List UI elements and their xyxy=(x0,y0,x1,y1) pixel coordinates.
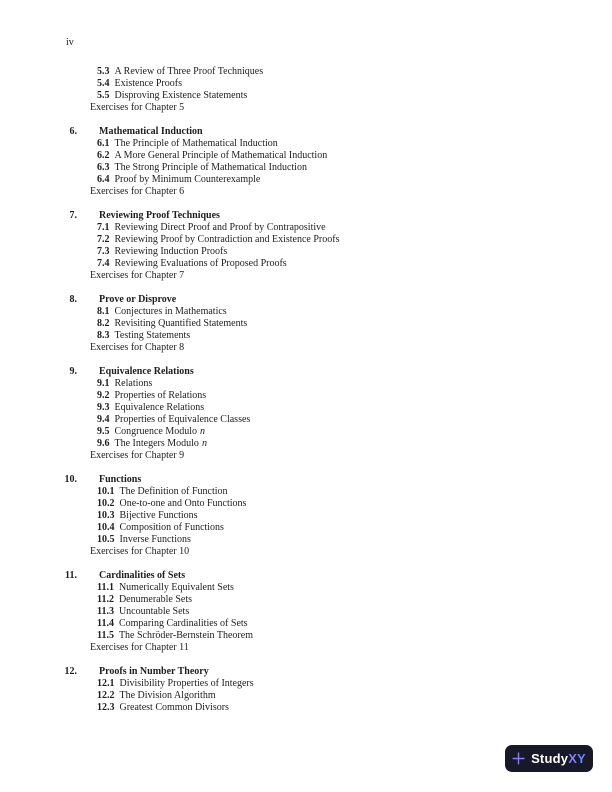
toc-section-entry xyxy=(0,138,612,150)
math-variable: n xyxy=(200,426,205,437)
section-number: 11.4 xyxy=(97,618,114,629)
section-number: 7.1 xyxy=(97,222,110,233)
brand-study-text: Study xyxy=(531,751,569,766)
chapter-heading-row xyxy=(0,570,612,582)
toc-section-entry xyxy=(0,150,612,162)
section-number: 10.5 xyxy=(97,534,115,545)
toc-section-entry xyxy=(0,702,612,714)
section-title: Composition of Functions xyxy=(119,522,224,533)
section-title: The Principle of Mathematical Induction xyxy=(114,138,278,149)
section-number: 8.1 xyxy=(97,306,110,317)
section-title: The Integers Modulo xyxy=(114,438,199,449)
section-title: The Definition of Function xyxy=(119,486,228,497)
section-number: 7.3 xyxy=(97,246,110,257)
chapter-number: 12. xyxy=(64,666,77,677)
chapter-heading-row xyxy=(0,366,612,378)
section-number: 6.3 xyxy=(97,162,110,173)
section-number: 6.2 xyxy=(97,150,110,161)
section-title: Reviewing Evaluations of Proposed Proofs xyxy=(114,258,287,269)
section-title: A More General Principle of Mathematical Induction xyxy=(114,150,328,161)
toc-section-entry xyxy=(0,246,612,258)
section-number: 11.5 xyxy=(97,630,114,641)
chapter-number: 10. xyxy=(64,474,77,485)
chapter-heading-row xyxy=(0,210,612,222)
section-title: Revisiting Quantified Statements xyxy=(114,318,248,329)
toc-section-entry xyxy=(0,90,612,102)
section-title: Disproving Existence Statements xyxy=(114,90,248,101)
section-title: Conjectures in Mathematics xyxy=(114,306,227,317)
section-number: 7.4 xyxy=(97,258,110,269)
section-number: 5.3 xyxy=(97,66,110,77)
chapter-title: Mathematical Induction xyxy=(99,126,203,137)
section-number: 10.1 xyxy=(97,486,115,497)
page-number: iv xyxy=(66,37,74,48)
toc-chapter-block xyxy=(0,66,612,114)
section-number: 9.1 xyxy=(97,378,110,389)
brand-wordmark xyxy=(531,752,586,765)
section-number: 10.2 xyxy=(97,498,115,509)
toc-section-entry xyxy=(0,678,612,690)
brand-xy-text: XY xyxy=(568,751,586,766)
toc-section-entry xyxy=(0,426,612,438)
exercises-entry: Exercises for Chapter 10 xyxy=(90,546,190,557)
toc-section-entry xyxy=(0,498,612,510)
toc-section-entry xyxy=(0,78,612,90)
section-title: Reviewing Induction Proofs xyxy=(114,246,228,257)
section-number: 9.3 xyxy=(97,402,110,413)
toc-section-entry xyxy=(0,222,612,234)
section-title: Equivalence Relations xyxy=(114,402,205,413)
chapter-number: 11. xyxy=(65,570,77,581)
toc-section-entry xyxy=(0,594,612,606)
toc-section-entry xyxy=(0,390,612,402)
toc-chapter-block xyxy=(0,294,612,354)
section-title: One-to-one and Onto Functions xyxy=(119,498,247,509)
section-number: 8.3 xyxy=(97,330,110,341)
chapter-heading-row xyxy=(0,294,612,306)
section-number: 11.3 xyxy=(97,606,114,617)
section-number: 12.1 xyxy=(97,678,115,689)
toc-section-entry xyxy=(0,66,612,78)
toc-chapter-block xyxy=(0,474,612,558)
section-number: 6.4 xyxy=(97,174,110,185)
toc-section-entry xyxy=(0,330,612,342)
section-number: 7.2 xyxy=(97,234,110,245)
section-title: Testing Statements xyxy=(114,330,191,341)
section-number: 9.6 xyxy=(97,438,110,449)
section-number: 6.1 xyxy=(97,138,110,149)
chapter-title: Functions xyxy=(99,474,142,485)
toc-section-entry xyxy=(0,258,612,270)
toc-chapter-block xyxy=(0,126,612,198)
section-number: 10.3 xyxy=(97,510,115,521)
exercises-entry: Exercises for Chapter 11 xyxy=(90,642,189,653)
section-title: The Schröder-Bernstein Theorem xyxy=(118,630,253,641)
section-number: 8.2 xyxy=(97,318,110,329)
toc-section-entry xyxy=(0,510,612,522)
section-title: Reviewing Proof by Contradiction and Existence Proofs xyxy=(114,234,340,245)
section-title: Comparing Cardinalities of Sets xyxy=(118,618,248,629)
toc-section-entry xyxy=(0,174,612,186)
toc-section-entry xyxy=(0,630,612,642)
toc-section-entry xyxy=(0,318,612,330)
exercises-entry: Exercises for Chapter 6 xyxy=(90,186,185,197)
toc-section-entry xyxy=(0,690,612,702)
chapter-number: 8. xyxy=(69,294,77,305)
section-title: Numerically Equivalent Sets xyxy=(118,582,234,593)
chapter-title: Prove or Disprove xyxy=(99,294,177,305)
chapter-title: Cardinalities of Sets xyxy=(99,570,186,581)
section-number: 9.4 xyxy=(97,414,110,425)
toc-section-entry xyxy=(0,306,612,318)
section-number: 5.4 xyxy=(97,78,110,89)
chapter-heading-row xyxy=(0,126,612,138)
toc-chapter-block xyxy=(0,210,612,282)
section-title: Inverse Functions xyxy=(119,534,191,545)
toc-section-entry xyxy=(0,582,612,594)
toc-section-entry xyxy=(0,522,612,534)
section-title: Greatest Common Divisors xyxy=(119,702,229,713)
section-title: Bijective Functions xyxy=(119,510,198,521)
section-number: 12.2 xyxy=(97,690,115,701)
chapter-number: 9. xyxy=(69,366,77,377)
section-title: Proof by Minimum Counterexample xyxy=(114,174,261,185)
toc-chapter-block xyxy=(0,366,612,462)
chapter-number: 6. xyxy=(69,126,77,137)
chapter-title: Proofs in Number Theory xyxy=(99,666,209,677)
section-title: Relations xyxy=(114,378,153,389)
chapter-title: Equivalence Relations xyxy=(99,366,194,377)
section-title: Reviewing Direct Proof and Proof by Contrapositive xyxy=(114,222,326,233)
chapter-heading-row xyxy=(0,474,612,486)
chapter-title: Reviewing Proof Techniques xyxy=(99,210,220,221)
section-title: A Review of Three Proof Techniques xyxy=(114,66,264,77)
section-title: Divisibility Properties of Integers xyxy=(119,678,254,689)
toc-section-entry xyxy=(0,534,612,546)
toc-chapter-block xyxy=(0,570,612,654)
section-title: Existence Proofs xyxy=(114,78,182,89)
section-title: Congruence Modulo xyxy=(114,426,197,437)
toc-section-entry xyxy=(0,162,612,174)
section-number: 10.4 xyxy=(97,522,115,533)
chapter-number: 7. xyxy=(69,210,77,221)
section-title: The Division Algorithm xyxy=(119,690,216,701)
exercises-entry: Exercises for Chapter 7 xyxy=(90,270,185,281)
section-title: The Strong Principle of Mathematical Induction xyxy=(114,162,307,173)
plus-icon xyxy=(512,752,525,765)
section-title: Properties of Relations xyxy=(114,390,207,401)
section-title: Properties of Equivalence Classes xyxy=(114,414,251,425)
section-number: 11.2 xyxy=(97,594,114,605)
exercises-entry: Exercises for Chapter 9 xyxy=(90,450,185,461)
section-number: 9.5 xyxy=(97,426,110,437)
math-variable: n xyxy=(201,438,207,449)
section-number: 12.3 xyxy=(97,702,115,713)
toc-chapter-block xyxy=(0,666,612,714)
toc-section-entry xyxy=(0,378,612,390)
toc-section-entry xyxy=(0,618,612,630)
studyxy-logo-badge xyxy=(505,745,593,772)
section-number: 5.5 xyxy=(97,90,110,101)
section-title: Denumerable Sets xyxy=(118,594,192,605)
toc-section-entry xyxy=(0,438,612,450)
table-of-contents xyxy=(0,66,612,726)
exercises-entry: Exercises for Chapter 5 xyxy=(90,102,185,113)
toc-section-entry xyxy=(0,414,612,426)
toc-section-entry xyxy=(0,486,612,498)
section-number: 9.2 xyxy=(97,390,110,401)
toc-section-entry xyxy=(0,234,612,246)
section-title: Uncountable Sets xyxy=(118,606,190,617)
toc-section-entry xyxy=(0,606,612,618)
toc-section-entry xyxy=(0,402,612,414)
section-number: 11.1 xyxy=(97,582,114,593)
exercises-entry: Exercises for Chapter 8 xyxy=(90,342,185,353)
chapter-heading-row xyxy=(0,666,612,678)
